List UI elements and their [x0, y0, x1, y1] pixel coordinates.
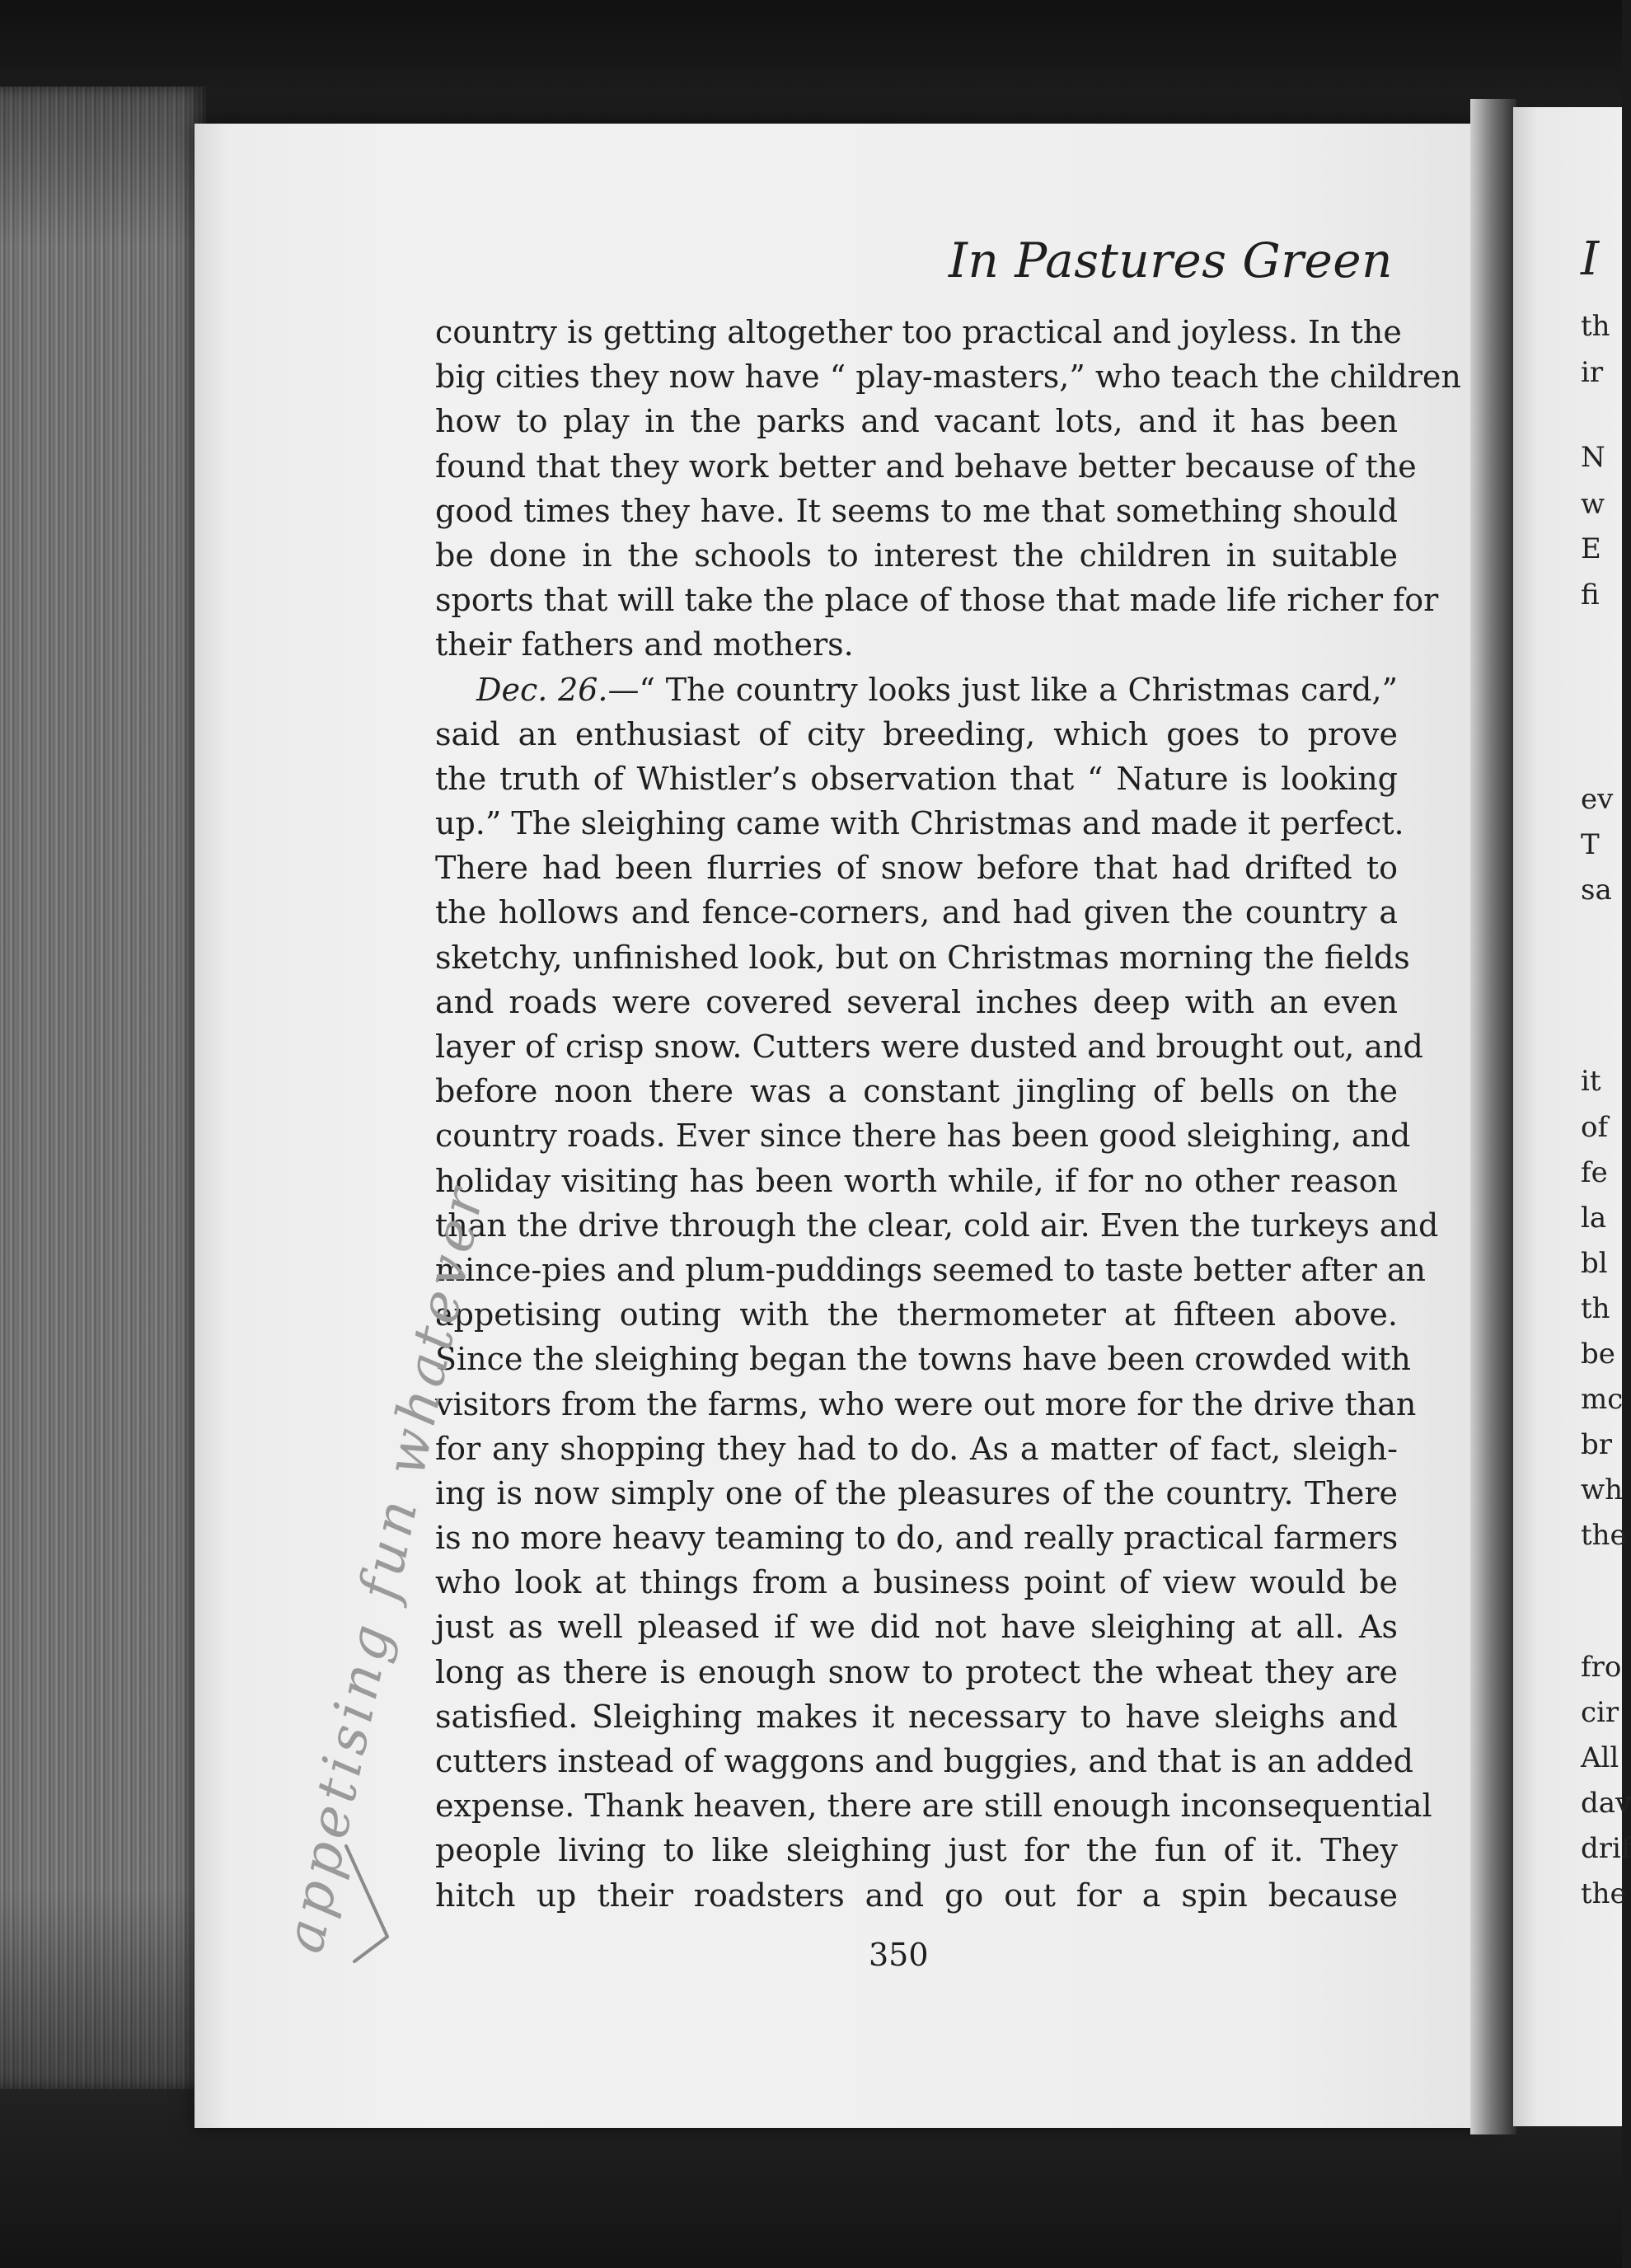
- page-number: 350: [869, 1937, 929, 1973]
- text-line: satisfied. Sleighing makes it necessary to have sleighs and: [435, 1698, 1398, 1735]
- text-line: big cities they now have “ play-masters,” who teach the children: [435, 358, 1461, 396]
- right-page-fragment: sa: [1581, 874, 1612, 907]
- text-line: the hollows and fence-corners, and had given the country a: [435, 894, 1398, 931]
- text-line: their fathers and mothers.: [435, 626, 854, 663]
- right-page-fragment: th: [1581, 310, 1610, 343]
- text-line: said an enthusiast of city breeding, which goes to prove: [435, 715, 1398, 752]
- right-page-fragment: br: [1581, 1428, 1613, 1461]
- right-page-fragment: N: [1581, 441, 1605, 474]
- right-page-fragment: cir: [1581, 1696, 1619, 1729]
- entry-first-line-text: —“ The country looks just like a Christmas card,”: [607, 671, 1398, 708]
- right-page-fragment: of: [1581, 1111, 1609, 1144]
- text-line: and roads were covered several inches deep with an even: [435, 983, 1398, 1020]
- text-line: up.” The sleighing came with Christmas and made it perfect.: [435, 805, 1404, 842]
- text-line: sports that will take the place of those that made life richer for: [435, 582, 1439, 619]
- text-line: country is getting altogether too practical and joyless. In the: [435, 314, 1402, 350]
- right-page-fragment: E: [1581, 532, 1601, 565]
- right-page-fragment: the: [1581, 1519, 1627, 1552]
- text-line: expense. Thank heaven, there are still enough inconsequential: [435, 1788, 1432, 1825]
- right-page-fragment: ev: [1581, 783, 1614, 816]
- text-line: than the drive through the clear, cold air. Even the turkeys and: [435, 1207, 1439, 1244]
- text-line: before noon there was a constant jingling of bells on the: [435, 1073, 1398, 1110]
- right-page-fragment: th: [1581, 1292, 1610, 1325]
- body-text: [435, 310, 1461, 1918]
- right-page-fragment: fi: [1581, 579, 1600, 612]
- text-line: long as there is enough snow to protect the wheat they are: [435, 1653, 1398, 1690]
- right-page-fragment: mc: [1581, 1383, 1624, 1416]
- text-line: country roads. Ever since there has been good sleighing, and: [435, 1118, 1411, 1155]
- text-line: mince-pies and plum-puddings seemed to taste better after an: [435, 1251, 1426, 1288]
- text-line: is no more heavy teaming to do, and really practical farmers: [435, 1520, 1399, 1557]
- right-page-fragment: ir: [1581, 356, 1604, 389]
- right-page-fragment: w: [1581, 488, 1605, 521]
- text-line: found that they work better and behave better because of the: [435, 448, 1417, 485]
- text-line: There had been flurries of snow before that had drifted to: [435, 850, 1398, 887]
- text-line: be done in the schools to interest the children in suitable: [435, 537, 1398, 574]
- text-line: the truth of Whistler’s observation that “ Nature is looking: [435, 760, 1398, 797]
- text-line: sketchy, unfinished look, but on Christmas morning the fields: [435, 939, 1410, 976]
- text-line: hitch up their roadsters and go out for a spin because: [435, 1877, 1398, 1914]
- handwritten-check-mark: [338, 1838, 437, 1970]
- right-page-fragment: drif: [1581, 1832, 1631, 1865]
- handwritten-note: appetising fun whatever: [272, 1178, 498, 1959]
- right-page-fragment: fro: [1581, 1651, 1622, 1684]
- text-line: who look at things from a business point of view would be: [435, 1564, 1398, 1601]
- right-page-fragment: the: [1581, 1877, 1627, 1910]
- text-line: cutters instead of waggons and buggies, and that is an added: [435, 1743, 1413, 1779]
- running-title: In Pastures Green: [949, 232, 1393, 288]
- right-page-fragment: T: [1581, 828, 1600, 861]
- text-line: for any shopping they had to do. As a matter of fact, sleigh-: [435, 1430, 1398, 1467]
- right-page-fragment: bl: [1581, 1247, 1608, 1280]
- page-edge-stack: [0, 87, 206, 2089]
- right-page-fragment: it: [1581, 1065, 1601, 1098]
- text-line: holiday visiting has been worth while, if for no other reason: [435, 1162, 1398, 1199]
- handwritten-annotation: [272, 1178, 498, 1959]
- text-line: visitors from the farms, who were out more for the drive than: [435, 1385, 1417, 1422]
- entry-first-line: [435, 668, 1398, 712]
- right-page-fragment: All: [1581, 1741, 1619, 1774]
- text-line: appetising outing with the thermometer at fifteen above.: [435, 1296, 1398, 1333]
- right-page-fragment: wh: [1581, 1474, 1623, 1507]
- right-page-fragment: be: [1581, 1338, 1615, 1371]
- text-line: layer of crisp snow. Cutters were dusted and brought out, and: [435, 1029, 1423, 1065]
- right-page-fragment: I: [1581, 232, 1600, 286]
- text-line: how to play in the parks and vacant lots, and it has been: [435, 403, 1398, 440]
- book-gutter: [1470, 99, 1516, 2134]
- text-line: good times they have. It seems to me that something should: [435, 492, 1398, 529]
- text-line: people living to like sleighing just for the fun of it. They: [435, 1832, 1398, 1869]
- right-page-fragment: la: [1581, 1202, 1607, 1235]
- text-line: Since the sleighing began the towns have been crowded with: [435, 1341, 1411, 1378]
- right-page-fragment: dav: [1581, 1787, 1631, 1820]
- text-line: just as well pleased if we did not have sleighing at all. As: [435, 1609, 1398, 1646]
- right-page-fragment: fe: [1581, 1156, 1608, 1189]
- text-line: ing is now simply one of the pleasures of the country. There: [435, 1474, 1398, 1511]
- entry-date: Dec. 26.: [476, 671, 608, 708]
